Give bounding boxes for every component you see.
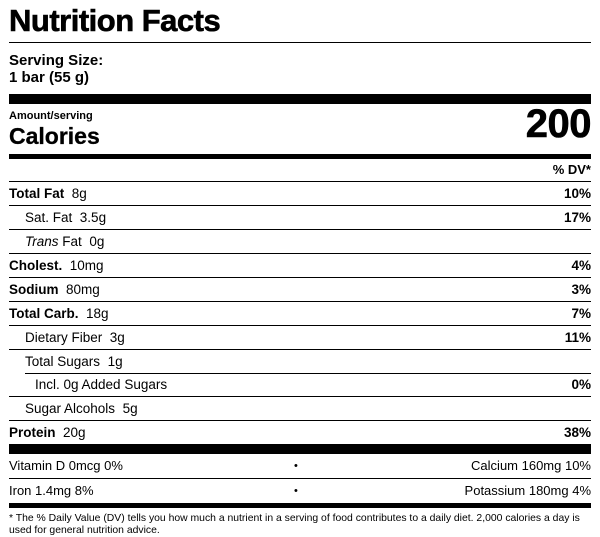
nutrient-row-sugar-alcohols: [9, 396, 591, 420]
nutrient-row-cholesterol: [9, 253, 591, 277]
nutrient-amount: 18g: [86, 306, 109, 321]
nutrient-amount: 3g: [109, 330, 125, 345]
nutrient-name: Protein: [9, 425, 56, 440]
serving-size-value: 1 bar (55 g): [9, 69, 90, 86]
nutrient-row-sat-fat: [9, 205, 591, 229]
nutrient-row-total-sugars: [9, 349, 591, 373]
amount-per-serving-label: Amount/serving: [9, 110, 93, 122]
nutrient-name-italic: Trans: [25, 234, 59, 249]
nutrient-name: Total Sugars: [25, 354, 101, 369]
nutrient-dv: 4%: [571, 258, 591, 273]
potassium: Potassium 180mg 4%: [464, 483, 591, 498]
separator-dot: •: [294, 460, 298, 472]
nutrient-name: Sodium: [9, 282, 59, 297]
nutrient-name: Sat. Fat: [25, 210, 73, 225]
nutrient-row-dietary-fiber: [9, 325, 591, 349]
nutrient-dv: 0%: [571, 377, 591, 392]
nutrient-name: Dietary Fiber: [25, 330, 103, 345]
vitamin-row-2: [9, 478, 591, 503]
calories-value: 200: [525, 102, 591, 146]
nutrient-name: Cholest.: [9, 258, 63, 273]
nutrient-amount: 5g: [122, 401, 138, 416]
nutrient-name: Total Carb.: [9, 306, 79, 321]
nutrient-row-added-sugars: [9, 373, 591, 396]
nutrient-name: Sugar Alcohols: [25, 401, 116, 416]
nutrient-row-sodium: [9, 277, 591, 301]
nutrient-dv: 17%: [563, 210, 591, 225]
nutrient-row-total-carb: [9, 301, 591, 325]
serving-size: [9, 43, 591, 94]
vitamin-row-1: [9, 454, 591, 478]
calories-block: [9, 104, 591, 154]
nutrient-dv: 3%: [571, 282, 591, 297]
serving-divider: [9, 94, 591, 104]
vitamin-d: Vitamin D 0mcg 0%: [9, 458, 123, 473]
nutrient-name: Incl. 0g Added Sugars: [35, 377, 168, 392]
nutrient-amount: 3.5g: [79, 210, 107, 225]
protein-divider: [9, 444, 591, 454]
nutrition-facts-panel: [9, 0, 591, 537]
iron: Iron 1.4mg 8%: [9, 483, 94, 498]
nutrient-name: Fat: [62, 234, 82, 249]
serving-size-label: Serving Size:: [9, 52, 104, 69]
nutrient-amount: 10mg: [69, 258, 104, 273]
daily-value-footnote: * The % Daily Value (DV) tells you how much a nutrient in a serving of food contributes to a daily diet. 2,000 calories a day is used for general nutrition advice.: [9, 513, 580, 536]
panel-title: Nutrition Facts: [9, 3, 221, 38]
nutrient-dv: 7%: [571, 306, 591, 321]
nutrient-row-protein: [9, 420, 591, 444]
nutrient-amount: 20g: [63, 425, 86, 440]
nutrient-amount: 80mg: [66, 282, 100, 297]
nutrient-row-trans-fat: [9, 229, 591, 253]
calcium: Calcium 160mg 10%: [471, 458, 591, 473]
daily-value-header: % DV*: [552, 162, 591, 177]
nutrient-dv: 10%: [563, 186, 591, 201]
nutrient-dv: 11%: [564, 330, 591, 345]
nutrient-dv: 38%: [563, 425, 591, 440]
calories-label: Calories: [9, 123, 100, 149]
nutrient-name: Total Fat: [9, 186, 65, 201]
nutrient-amount: 1g: [107, 354, 123, 369]
separator-dot: •: [294, 485, 298, 497]
nutrient-row-total-fat: [9, 181, 591, 205]
nutrient-amount: 8g: [71, 186, 87, 201]
nutrient-amount: 0g: [89, 234, 105, 249]
